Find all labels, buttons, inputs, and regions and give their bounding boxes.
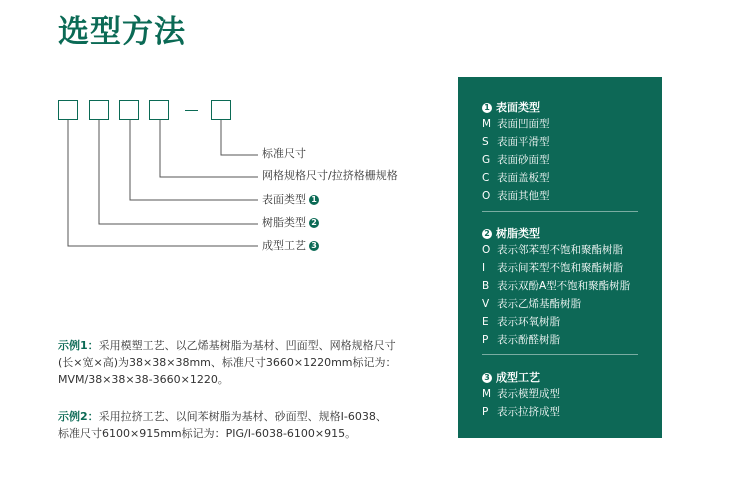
legend-section-resin: 2 树脂类型 O 表示邻苯型不饱和聚酯树脂 I 表示间苯型不饱和聚酯树脂 B 表示双酚A型不饱和聚酯树脂 V 表示乙烯基酯树脂 E 表示环氧树脂 P 表示酚醛树脂 [482, 227, 650, 349]
connector-resin [99, 120, 258, 224]
legend-item: B 表示双酚A型不饱和聚酯树脂 [482, 280, 631, 292]
legend-item: V 表示乙烯基酯树脂 [482, 298, 581, 310]
divider [482, 354, 638, 355]
example-2: 示例2：采用拉挤工艺、以间苯树脂为基材、砂面型、规格I-6038、 标准尺寸6100×915mm标记为：PIG/I-6038-6100×915。 [58, 410, 387, 440]
legend-item: C 表面盖板型 [482, 172, 550, 184]
number-badge: 1 [309, 195, 319, 205]
example-label: 示例2： [58, 410, 99, 423]
segment-label-size: 标准尺寸 [262, 147, 306, 160]
example-label: 示例1： [58, 339, 99, 352]
divider [482, 211, 638, 212]
segment-label-mesh: 网格规格尺寸/拉挤格栅规格 [262, 169, 398, 182]
example-1: 示例1：采用模塑工艺、以乙烯基树脂为基材、凹面型、网格规格尺寸 (长×宽×高)为38×38×38mm、标准尺寸3660×1220mm标记为： MVM/38×38×38-3660×1220。 [58, 339, 397, 386]
segment-label-surface: 表面类型 1 [262, 193, 319, 207]
legend-item: G 表面砂面型 [482, 154, 550, 166]
legend-item: P 表示酚醛树脂 [482, 334, 560, 346]
legend-item: S 表面平滑型 [482, 136, 550, 148]
number-badge: 1 [482, 103, 492, 113]
legend-section-surface: 1 表面类型 M 表面凹面型 S 表面平滑型 G 表面砂面型 C 表面盖板型 O 表面其他型 [482, 101, 650, 205]
legend-item: I 表示间苯型不饱和聚酯树脂 [482, 262, 623, 274]
connector-mesh [160, 120, 258, 177]
connector-surface [130, 120, 258, 200]
legend-item: M 表面凹面型 [482, 118, 550, 130]
number-badge: 2 [482, 229, 492, 239]
legend-item: O 表面其他型 [482, 190, 550, 202]
number-badge: 3 [482, 373, 492, 383]
legend-section-process: 3 成型工艺 M 表示模塑成型 P 表示拉挤成型 [482, 371, 650, 421]
connector-size [221, 120, 258, 155]
number-badge: 3 [309, 241, 319, 251]
number-badge: 2 [309, 218, 319, 228]
page-title: 选型方法 [58, 14, 186, 50]
legend-item: O 表示邻苯型不饱和聚酯树脂 [482, 244, 623, 256]
segment-label-resin: 树脂类型 2 [262, 216, 319, 230]
legend-panel [458, 77, 662, 438]
connector-process [68, 120, 258, 246]
segment-label-process: 成型工艺 3 [262, 239, 319, 253]
legend-item: M 表示模塑成型 [482, 388, 560, 400]
legend-item: P 表示拉挤成型 [482, 406, 560, 418]
legend-item: E 表示环氧树脂 [482, 316, 560, 328]
